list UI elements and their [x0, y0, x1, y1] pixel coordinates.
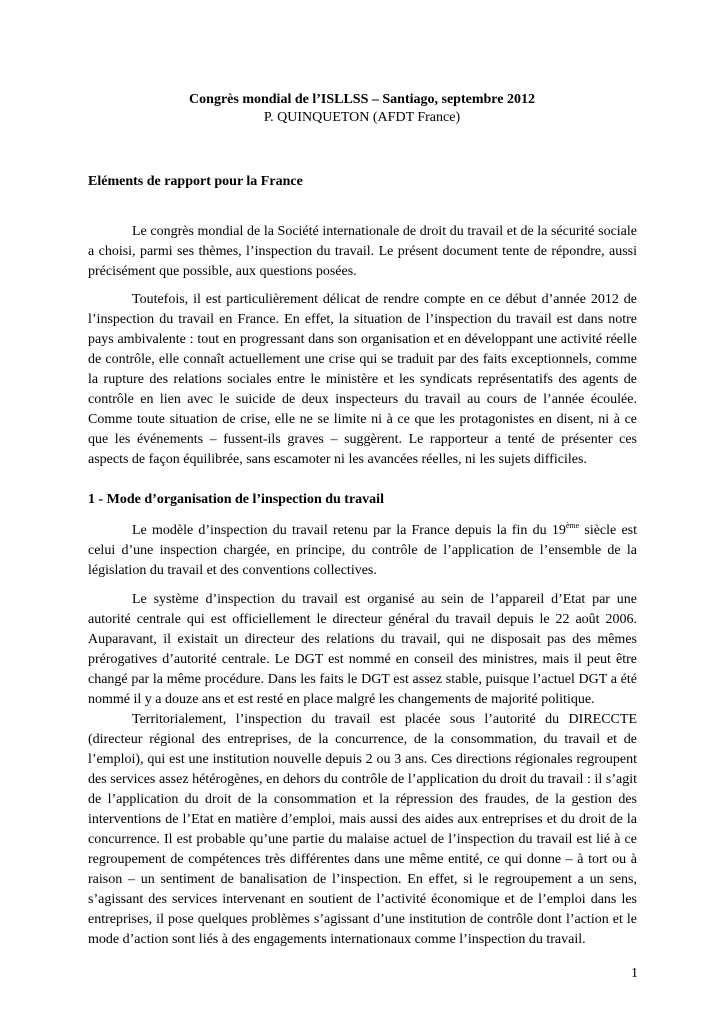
document-header [0, 91, 724, 127]
paragraph-context: Toutefois, il est particulièrement délicat de rendre compte en ce début d’année 2012 de l’inspection du travail en France. En effet, la situation de l’inspection du travail est dans notre pays ambivalente : tout en progressant dans son organisation et en développant une activité réelle de contrôle, elle connaît actuellement une crise qui se traduit par des faits exceptionnels, comme la rupture des relations sociales entre le ministère et les syndicats représentatifs des agents de contrôle en lien avec le suicide de deux inspecteurs du travail au cours de l’année écoulée. Comme toute situation de crise, elle ne se limite ni à ce que les protagonistes en disent, ni à ce que les événements – fussent-ils graves – suggèrent. Le rapporteur a tenté de présenter ces aspects de façon équilibrée, sans escamoter ni les avancées réelles, ni les sujets difficiles. [88, 292, 637, 467]
paragraph-territorial: Territorialement, l’inspection du travail est placée sous l’autorité du DIRECCTE (directeur régional des entreprises, de la concurrence, de la consommation, du travail et de l’emploi), qui est une institution nouvelle depuis 2 ou 3 ans. Ces directions régionales regroupent des services assez hétérogènes, en dehors du contrôle de l’application du droit du travail : il s’agit de l’application du droit de la consommation et la répression des fraudes, de la gestion des interventions de l’Etat en matière d’emploi, mais aussi des aides aux entreprises et du droit de la concurrence. Il est probable qu’une partie du malaise actuel de l’inspection du travail est lié à ce regroupement de compétences très différentes dans une même entité, ce qui donne – à tort ou à raison – un sentiment de banalisation de l’inspection. En effet, si le regroupement a un sens, s’agissant des services intervenant en soutient de l’activité économique et de l’emploi dans les entreprises, il pose quelques problèmes s’agissant d’une institution de contrôle dont l’action et le mode d’action sont liés à des engagements internationaux comme l’inspection du travail. [88, 712, 637, 947]
paragraph-model-text-a: Le modèle d’inspection du travail retenu par la France depuis la fin du 19 [132, 523, 566, 538]
congress-title: Congrès mondial de l’ISLLSS – Santiago, septembre 2012 [189, 92, 535, 107]
paragraph-central-authority: Le système d’inspection du travail est organisé au sein de l’appareil d’Etat par une autorité centrale qui est officiellement le directeur général du travail depuis le 22 août 2006. Auparavant, il existait un directeur des relations du travail, qui ne disposait pas des mêmes prérogatives d’autorité centrale. Le DGT est nommé en conseil des ministres, mais il peut être changé par la même procédure. Dans les faits le DGT est assez stable, puisque l’actuel DGT a été nommé il y a douze ans et est resté en place malgré les changements de majorité politique. [88, 592, 637, 707]
section-heading-1: 1 - Mode d’organisation de l’inspection du travail [88, 492, 384, 507]
paragraph-intro: Le congrès mondial de la Société internationale de droit du travail et de la sécurité sociale a choisi, parmi ses thèmes, l’inspection du travail. Le présent document tente de répondre, aussi précisément que possible, aux questions posées. [88, 224, 637, 279]
report-heading: Eléments de rapport pour la France [88, 174, 303, 189]
century-superscript: ème [565, 521, 580, 530]
paragraph-model [88, 521, 637, 581]
paragraph-model-text-b: siècle est celui d’une inspection chargée, en principe, du contrôle de l’application de l’ensemble de la législation du travail et des conventions collectives. [88, 523, 637, 578]
page-number: 1 [631, 966, 638, 981]
author-line: P. QUINQUETON (AFDT France) [263, 110, 461, 125]
